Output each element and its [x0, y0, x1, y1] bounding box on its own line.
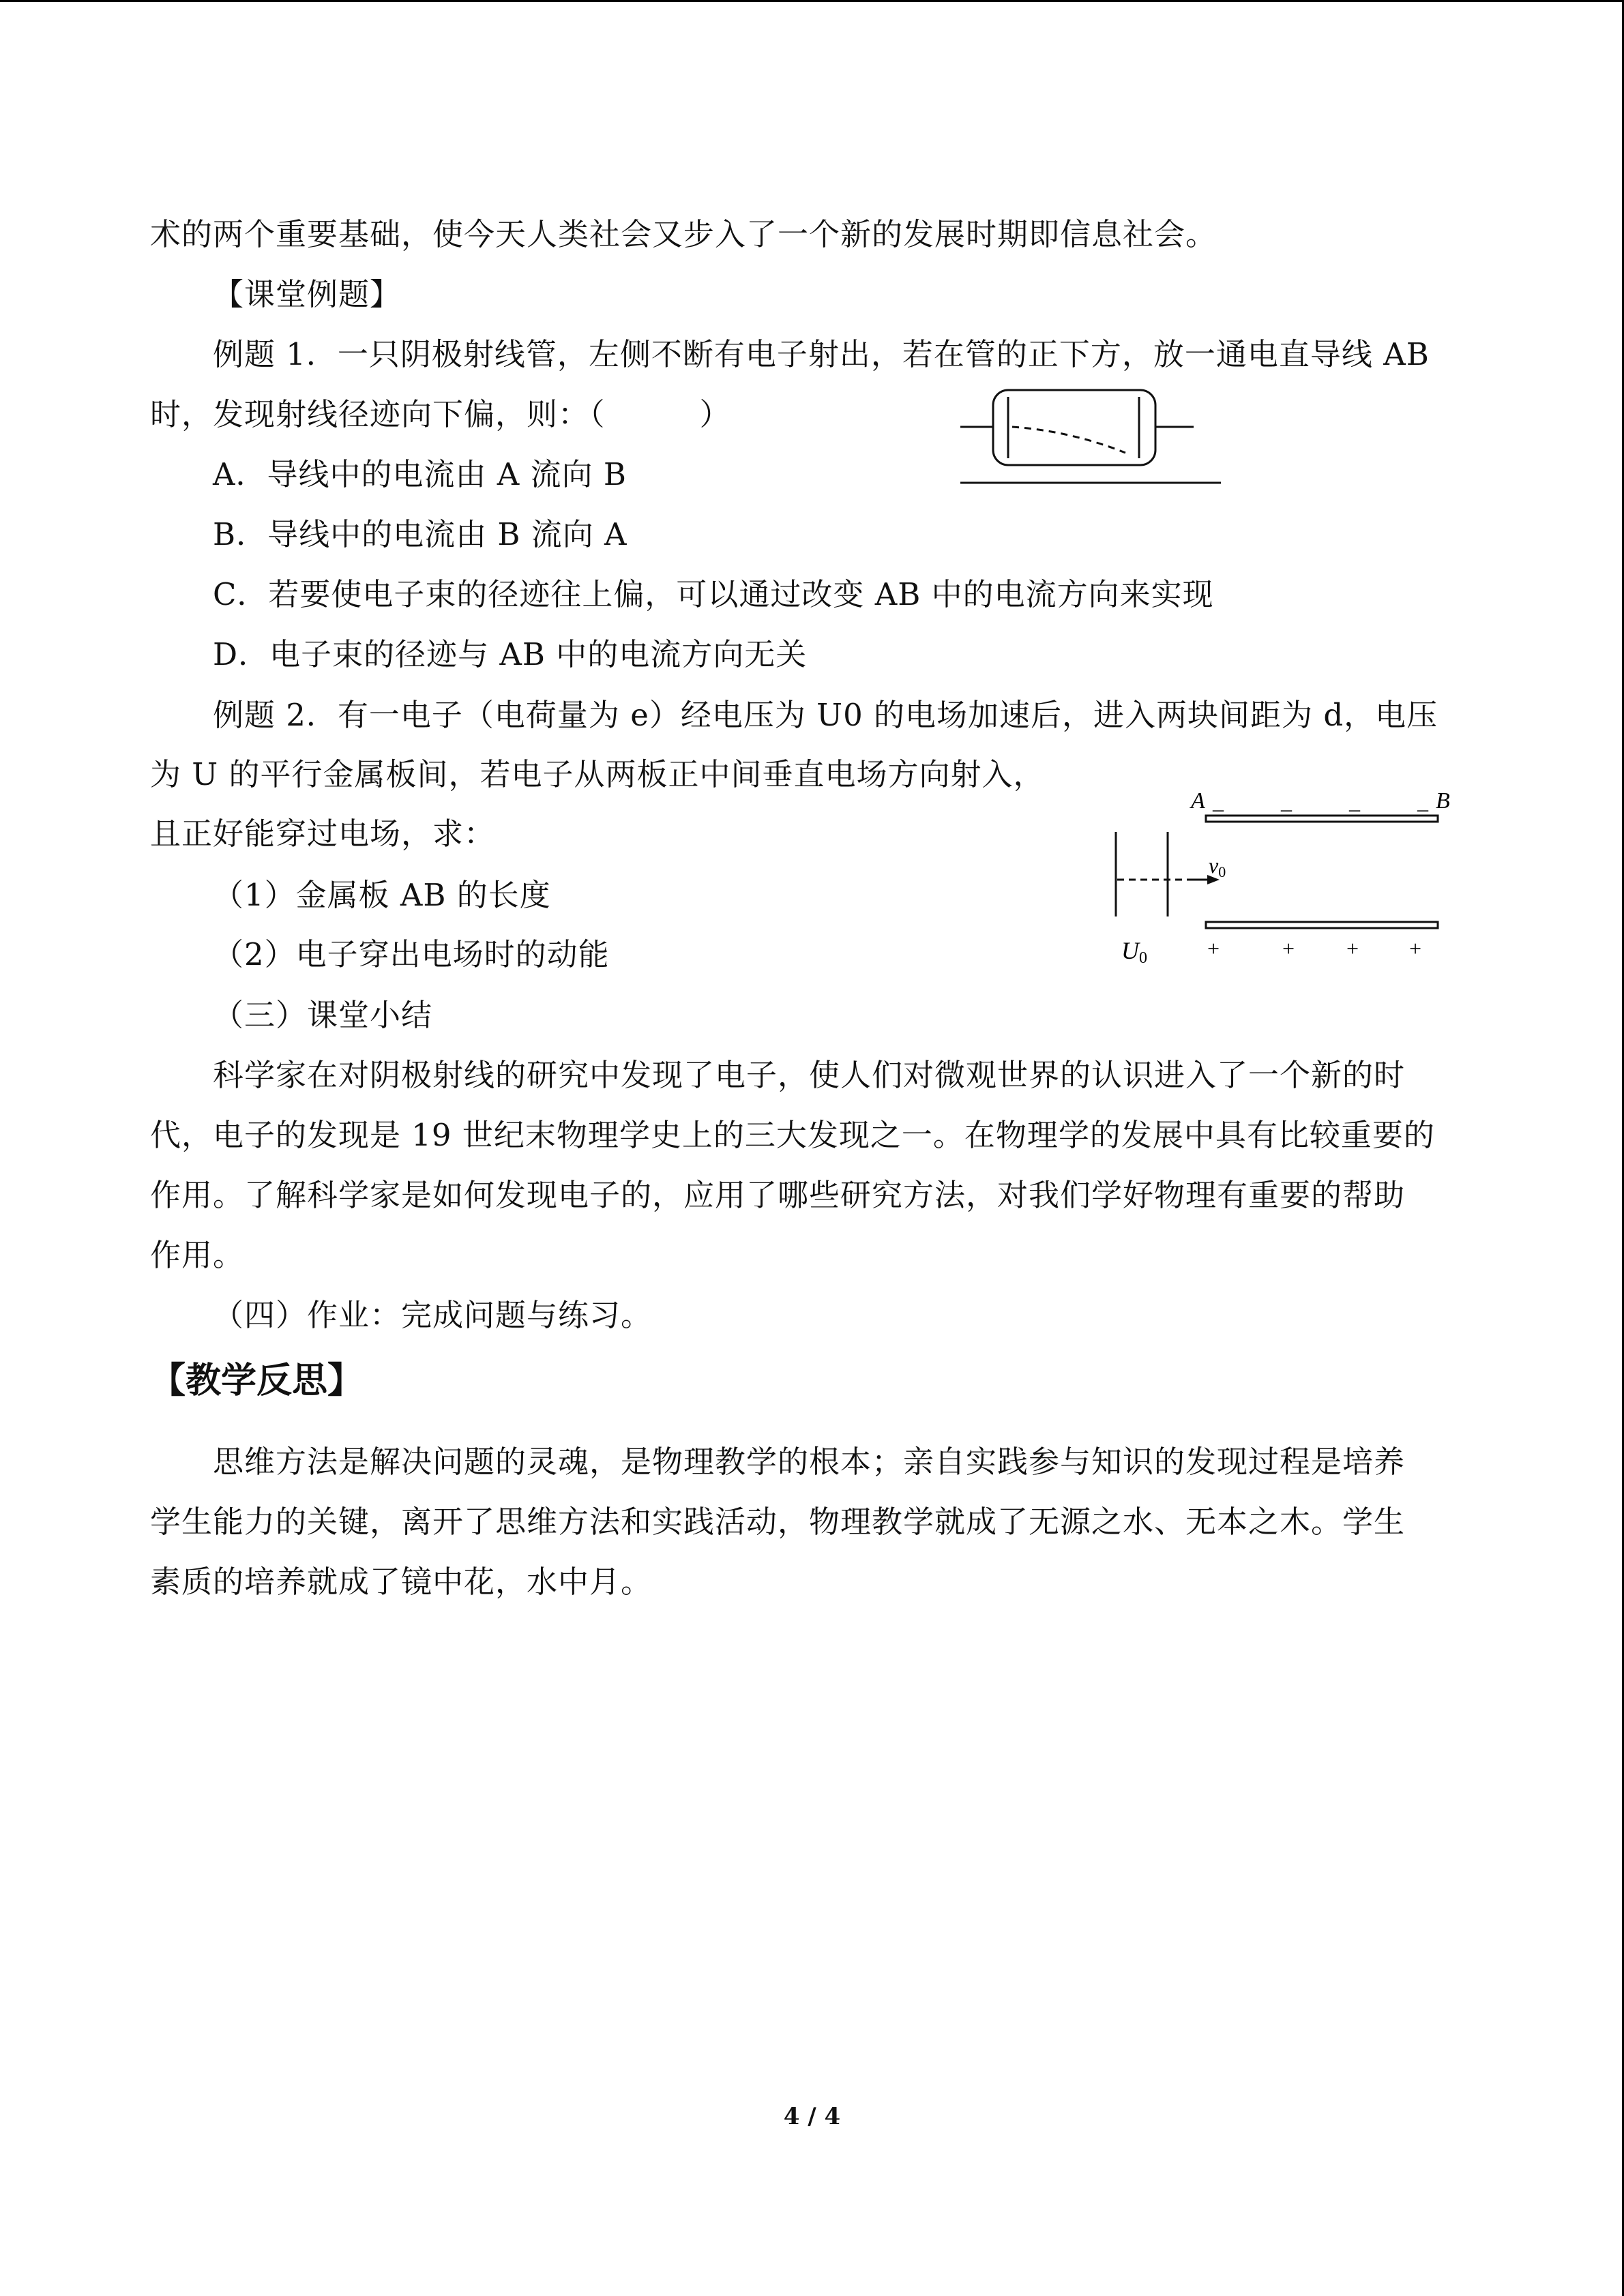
page-number: 4 / 4: [783, 2103, 841, 2130]
reflection-line-2: 学生能力的关键，离开了思维方法和实践活动，物理教学就成了无源之水、无本之木。学生: [150, 1504, 1406, 1540]
summary-line-1: 科学家在对阴极射线的研究中发现了电子，使人们对微观世界的认识进入了一个新的时: [213, 1057, 1406, 1093]
example1-line1: 例题 1．一只阴极射线管，左侧不断有电子射出，若在管的正下方，放一通电直导线 AB: [213, 336, 1430, 372]
example2-line2: 为 U 的平行金属板间，若电子从两板正中间垂直电场方向射入，: [150, 756, 1045, 792]
minus-sign: _: [1349, 789, 1360, 814]
example1-line2: 时，发现射线径迹向下偏，则：（ ）: [150, 396, 731, 432]
lower-plate: [1206, 922, 1438, 928]
summary-heading: （三）课堂小结: [213, 997, 433, 1033]
example1-option-a: A．导线中的电流由 A 流向 B: [213, 456, 627, 492]
example2-question1: （1）金属板 AB 的长度: [213, 877, 551, 913]
upper-plate: [1206, 816, 1438, 822]
summary-line-4: 作用。: [150, 1237, 245, 1273]
plus-sign: +: [1282, 936, 1295, 961]
minus-sign: _: [1213, 789, 1224, 814]
intro-tail: 术的两个重要基础，使今天人类社会又步入了一个新的发展时期即信息社会。: [150, 216, 1217, 252]
plate-label-b: B: [1436, 788, 1450, 814]
reflection-heading: 【教学反思】: [150, 1360, 364, 1401]
example2-question2: （2）电子穿出电场时的动能: [213, 936, 610, 972]
voltage-label: U0: [1121, 937, 1147, 967]
example2-line1: 例题 2．有一电子（电荷量为 e）经电压为 U0 的电场加速后，进入两块间距为 d，电压: [213, 697, 1438, 733]
plus-sign: +: [1409, 936, 1422, 961]
plate-label-a: A: [1191, 788, 1205, 814]
minus-sign: _: [1417, 789, 1428, 814]
example2-line3: 且正好能穿过电场，求：: [150, 816, 496, 852]
parallel-plates-figure: [1105, 777, 1460, 975]
summary-line-2: 代，电子的发现是 19 世纪末物理学史上的三大发现之一。在物理学的发展中具有比较重要的: [150, 1117, 1435, 1153]
section-examples-title: 【课堂例题】: [213, 276, 402, 312]
example1-option-b: B．导线中的电流由 B 流向 A: [213, 516, 628, 552]
velocity-label: v0: [1209, 853, 1226, 880]
summary-line-3: 作用。了解科学家是如何发现电子的，应用了哪些研究方法，对我们学好物理有重要的帮助: [150, 1177, 1406, 1213]
example1-option-c: C．若要使电子束的径迹往上偏，可以通过改变 AB 中的电流方向来实现: [213, 576, 1214, 612]
plus-sign: +: [1346, 936, 1359, 961]
cathode-ray-tube-figure: [955, 382, 1228, 491]
homework-line: （四）作业：完成问题与练习。: [213, 1297, 653, 1333]
minus-sign: _: [1281, 789, 1292, 814]
reflection-line-3: 素质的培养就成了镜中花，水中月。: [150, 1564, 653, 1600]
reflection-line-1: 思维方法是解决问题的灵魂，是物理教学的根本；亲自实践参与知识的发现过程是培养: [213, 1444, 1406, 1480]
example1-option-d: D．电子束的径迹与 AB 中的电流方向无关: [213, 636, 808, 672]
plus-sign: +: [1207, 936, 1220, 961]
